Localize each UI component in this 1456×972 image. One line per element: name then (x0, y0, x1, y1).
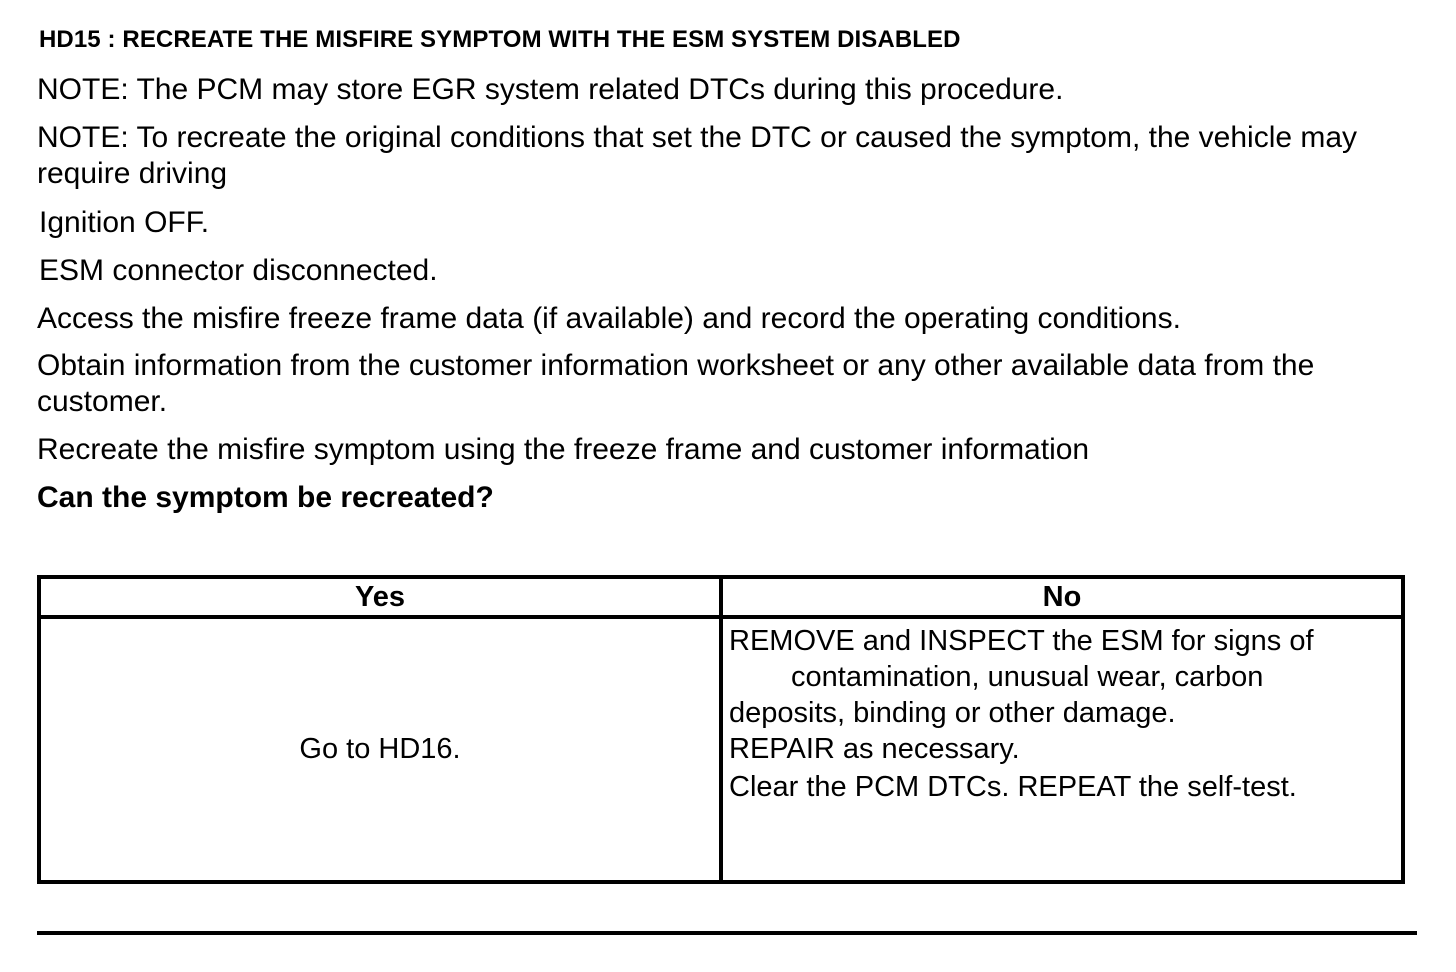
bottom-divider (37, 931, 1417, 935)
no-action-line: REMOVE and INSPECT the ESM for signs of (729, 625, 1314, 657)
no-action-line: REPAIR as necessary. (729, 733, 1020, 765)
note-driving-required: NOTE: To recreate the original conditions that set the DTC or caused the symptom, the vehicle may require driving (37, 121, 1358, 190)
yes-action-text: Go to HD16. (299, 733, 461, 765)
procedure-heading: HD15 : RECREATE THE MISFIRE SYMPTOM WITH THE ESM SYSTEM DISABLED (39, 26, 961, 53)
yes-action-cell (39, 617, 721, 882)
table-header-row (39, 577, 1403, 617)
yes-column-header: Yes (39, 577, 721, 617)
decision-table (37, 575, 1405, 884)
step-customer-info: Obtain information from the customer information worksheet or any other available data from the customer. (37, 349, 1315, 418)
step-esm-disconnected: ESM connector disconnected. (39, 254, 438, 287)
decision-question: Can the symptom be recreated? (37, 481, 494, 514)
step-freeze-frame: Access the misfire freeze frame data (if available) and record the operating conditions. (37, 302, 1181, 335)
no-column-header: No (721, 577, 1403, 617)
note-egr-dtcs: NOTE: The PCM may store EGR system related DTCs during this procedure. (37, 73, 1064, 106)
no-action-cell (721, 617, 1403, 882)
no-action-line: Clear the PCM DTCs. REPEAT the self-test. (729, 771, 1297, 803)
step-ignition-off: Ignition OFF. (39, 206, 210, 239)
no-action-line: deposits, binding or other damage. (729, 697, 1176, 729)
table-row (39, 617, 1403, 882)
step-recreate-symptom: Recreate the misfire symptom using the freeze frame and customer information (37, 433, 1090, 466)
no-action-line: contamination, unusual wear, carbon (791, 661, 1264, 693)
